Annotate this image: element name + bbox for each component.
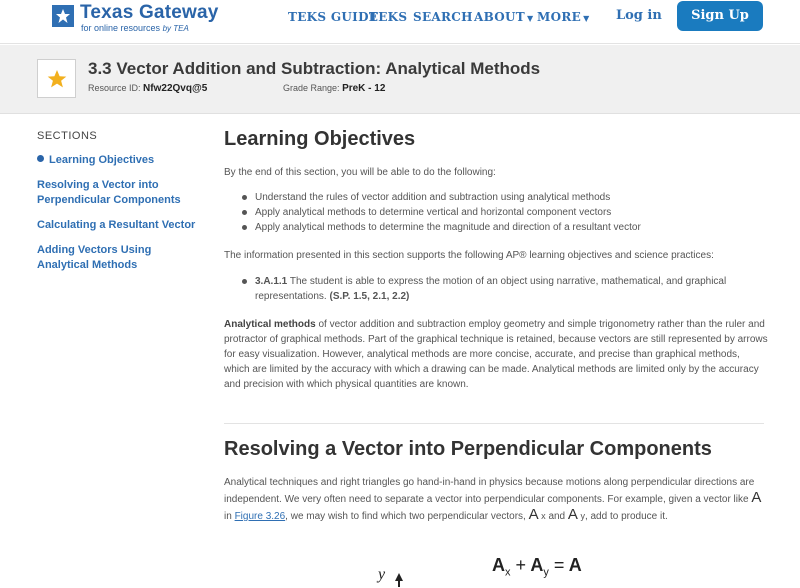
sidebar-item-label: Learning Objectives bbox=[49, 154, 155, 166]
eq-ay: A bbox=[530, 555, 544, 575]
logo-title[interactable]: Texas Gateway bbox=[80, 2, 219, 23]
vector-ax: A bbox=[528, 506, 539, 523]
objectives-intro: By the end of this section, you will be able to do the following: bbox=[224, 167, 496, 178]
analytical-methods-paragraph bbox=[224, 317, 768, 392]
eq-ax: A bbox=[492, 555, 505, 575]
analytical-methods-term: Analytical methods bbox=[224, 319, 316, 330]
nav-search[interactable]: SEARCH bbox=[413, 10, 473, 24]
section-divider bbox=[224, 423, 764, 424]
vector-sum-equation bbox=[492, 555, 582, 579]
resource-id-value: Nfw22Qvq@5 bbox=[143, 83, 208, 94]
objectives-list bbox=[242, 190, 768, 235]
vector-ax-sub: x bbox=[541, 511, 546, 521]
resolving-text-2: , we may wish to find which two perpendicular vectors, bbox=[285, 511, 526, 522]
active-dot-icon bbox=[37, 155, 44, 162]
star-icon bbox=[47, 69, 67, 89]
eq-a: A bbox=[568, 555, 582, 575]
resource-title: 3.3 Vector Addition and Subtraction: Analytical Methods bbox=[88, 59, 541, 78]
logo-subtitle-text: for online resources bbox=[81, 23, 161, 33]
nav-more-label: MORE bbox=[537, 10, 582, 24]
heading-resolving-vector: Resolving a Vector into Perpendicular Components bbox=[224, 438, 712, 460]
eq-ax-sub: x bbox=[505, 566, 511, 579]
list-item: Understand the rules of vector addition and subtraction using analytical methods bbox=[242, 190, 768, 205]
list-item: Apply analytical methods to determine the magnitude and direction of a resultant vector bbox=[242, 220, 768, 235]
grade-range-label: Grade Range: bbox=[283, 83, 340, 93]
resolving-end: add to produce it. bbox=[590, 511, 668, 522]
nav-more[interactable] bbox=[537, 10, 590, 24]
chevron-down-icon: ▼ bbox=[583, 13, 590, 23]
y-axis-arrow-icon bbox=[394, 573, 404, 587]
texas-star-logo-icon[interactable] bbox=[52, 5, 74, 27]
figure-y-axis-label: y bbox=[378, 566, 386, 583]
nav-teks-guide[interactable]: TEKS GUIDE bbox=[288, 10, 379, 24]
favorite-button[interactable] bbox=[37, 59, 76, 98]
ap-intro: The information presented in this section supports the following AP® learning objectives and science practices: bbox=[224, 250, 714, 261]
resource-id-label: Resource ID: bbox=[88, 83, 141, 93]
resource-header bbox=[0, 45, 800, 114]
vector-a: A bbox=[751, 489, 762, 506]
sidebar-item-learning-objectives[interactable] bbox=[37, 153, 202, 168]
chevron-down-icon: ▼ bbox=[527, 13, 534, 23]
sidebar-item-resolving-vector[interactable]: Resolving a Vector into Perpendicular Components bbox=[37, 179, 181, 206]
sidebar-item-adding-vectors[interactable]: Adding Vectors Using Analytical Methods bbox=[37, 244, 152, 271]
main-content bbox=[224, 126, 768, 583]
eq-ay-sub: y bbox=[543, 566, 549, 579]
resource-id bbox=[88, 83, 207, 94]
top-navbar bbox=[0, 0, 800, 44]
vector-ay-sub: y bbox=[580, 511, 585, 521]
login-link[interactable]: Log in bbox=[616, 8, 662, 23]
ap-code: 3.A.1.1 bbox=[255, 276, 288, 287]
analytical-methods-text: of vector addition and subtraction employ geometry and simple trigonometry rather than the ruler and protractor of graphical methods. Part of the graphical technique is retained, because vectors are still represented by arrows for easy visualization. However, analytical methods are more concise, accurate, and precise than graphical methods, which are limited by the accuracy with which a drawing can be made. Analytical methods are limited only by the accuracy and precision with which physical quantities are known. bbox=[224, 319, 768, 390]
nav-about[interactable] bbox=[474, 10, 533, 24]
ap-text: The student is able to express the motion of an object using narrative, mathematical, and graphical representations. bbox=[255, 276, 727, 302]
eq-equals: = bbox=[553, 555, 565, 575]
sidebar-heading: SECTIONS bbox=[37, 130, 98, 142]
grade-range-value: PreK - 12 bbox=[342, 83, 386, 94]
grade-range bbox=[283, 83, 385, 94]
vector-ay: A bbox=[567, 506, 578, 523]
resolving-and: and bbox=[548, 511, 566, 522]
eq-plus: + bbox=[515, 555, 527, 575]
resolving-text-1: Analytical techniques and right triangles go hand-in-hand in physics because motions along perpendicular directions are independent. We very often need to separate a vector into perpendicular components. For example, given a vector like bbox=[224, 477, 755, 505]
ap-objectives-list bbox=[242, 274, 756, 304]
nav-teks[interactable]: TEKS bbox=[369, 10, 408, 24]
resolving-in: in bbox=[224, 511, 232, 522]
nav-about-label: ABOUT bbox=[474, 10, 526, 24]
sections-sidebar bbox=[37, 130, 202, 283]
logo-subtitle bbox=[81, 23, 189, 33]
ap-science-practices: (S.P. 1.5, 2.1, 2.2) bbox=[329, 291, 410, 302]
logo-subtitle-by: by TEA bbox=[162, 24, 189, 33]
resolving-paragraph: Analytical techniques and right triangles go hand-in-hand in physics because motions along perpendicular directions are independent. We very often need to separate a vector into perpendicular components. For example, given a vector like A in Figure 3.26, we may wish to find which two perpendicular vectors, A x and A y, add to produce it. bbox=[224, 477, 762, 523]
signup-button[interactable]: Sign Up bbox=[677, 1, 763, 31]
heading-learning-objectives: Learning Objectives bbox=[224, 128, 416, 150]
list-item bbox=[242, 274, 756, 304]
figure-3-26-link[interactable]: Figure 3.26 bbox=[234, 511, 286, 522]
list-item: Apply analytical methods to determine vertical and horizontal component vectors bbox=[242, 205, 768, 220]
sidebar-item-resultant-vector[interactable]: Calculating a Resultant Vector bbox=[37, 219, 196, 231]
